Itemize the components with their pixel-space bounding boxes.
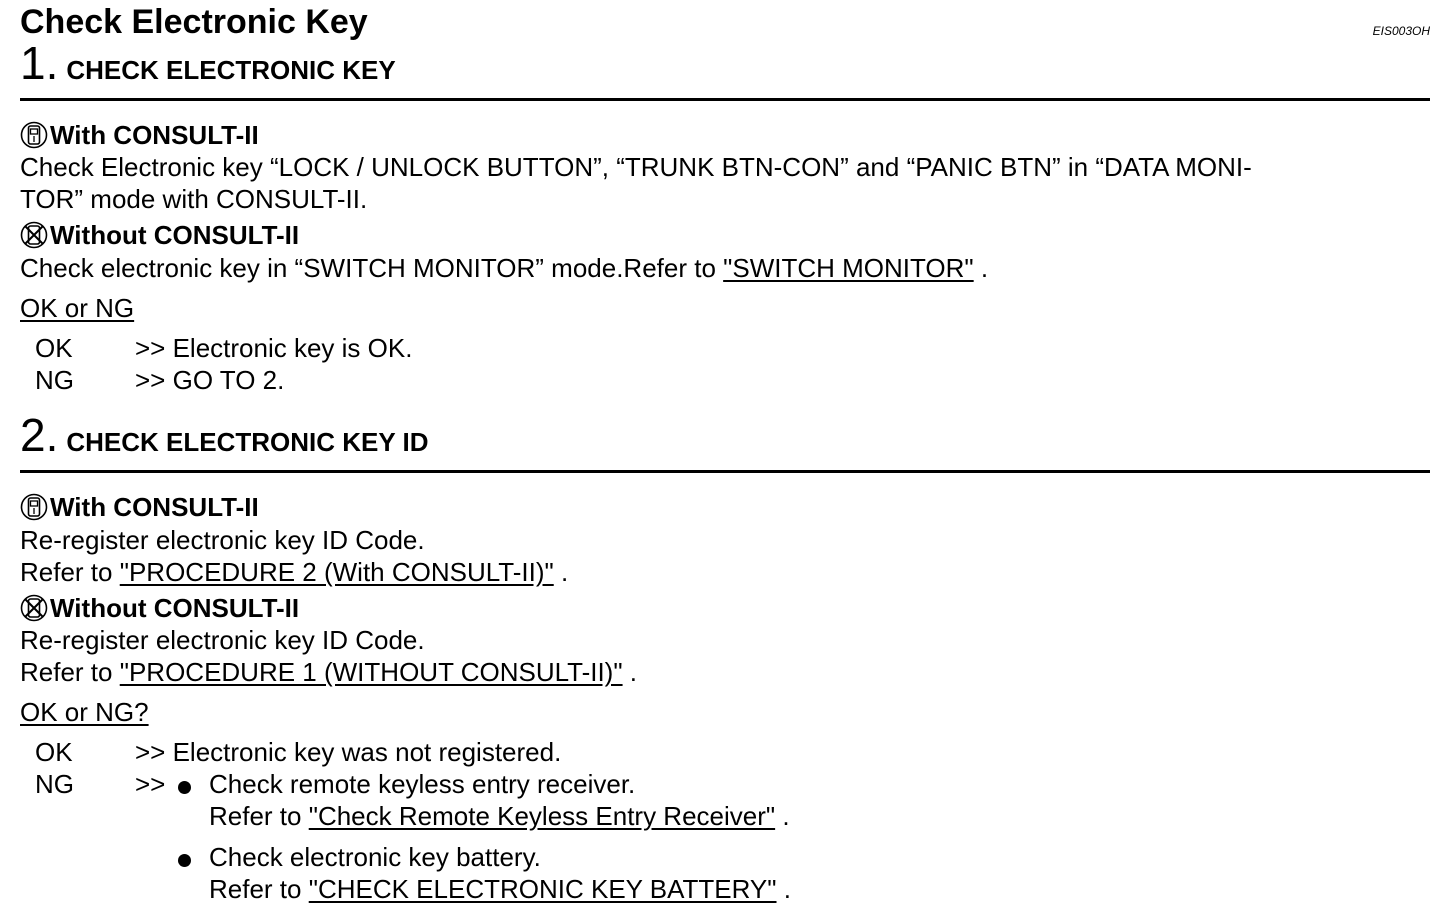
- step-1-with-consult-heading: [20, 119, 259, 151]
- step-1-without-label: Without CONSULT-II: [50, 220, 300, 250]
- procedure-2-link[interactable]: "PROCEDURE 2 (With CONSULT-II)": [119, 557, 554, 587]
- step-2-with-refer-suffix: .: [553, 557, 569, 587]
- bullet-1-refer-suffix: .: [775, 801, 790, 831]
- bullet-2-refer-prefix: Refer to: [209, 874, 309, 904]
- step-1-with-label: With CONSULT-II: [50, 120, 259, 150]
- step-2-divider: [20, 470, 1430, 473]
- step-1-ng-label: NG: [35, 365, 74, 395]
- consult-tool-icon: [20, 493, 48, 521]
- step-2-without-refer: [20, 656, 637, 688]
- bullet-2-refer-suffix: .: [776, 874, 791, 904]
- step-2-without-label: Without CONSULT-II: [50, 593, 300, 623]
- step-2-without-consult-heading: [20, 592, 299, 624]
- procedure-1-link[interactable]: "PROCEDURE 1 (WITHOUT CONSULT-II)": [119, 657, 623, 687]
- step-1-ng-result: >> GO TO 2.: [135, 365, 285, 395]
- step-1-ok-label: OK: [35, 333, 73, 363]
- step-1-without-prefix: Check electronic key in “SWITCH MONITOR” mode.Refer to: [20, 253, 724, 283]
- switch-monitor-link[interactable]: "SWITCH MONITOR": [723, 253, 974, 283]
- step-2-ok-result: >> Electronic key was not registered.: [135, 737, 562, 767]
- consult-tool-icon: [20, 121, 48, 149]
- step-2-ng-label: NG: [35, 769, 74, 799]
- step-2-title: CHECK ELECTRONIC KEY ID: [66, 427, 429, 457]
- step-2-heading: [20, 410, 428, 472]
- no-consult-icon: [20, 221, 48, 249]
- step-1-without-suffix: .: [973, 253, 989, 283]
- no-consult-icon: [20, 594, 48, 622]
- step-1-ok-result: >> Electronic key is OK.: [135, 333, 413, 363]
- step-1-number: 1.: [20, 37, 59, 89]
- step-2-without-refer-prefix: Refer to: [20, 657, 120, 687]
- bullet-1-refer-prefix: Refer to: [209, 801, 309, 831]
- step-2-ng-bullet-1: Check remote keyless entry receiver.: [209, 769, 636, 799]
- step-1-heading: [20, 38, 396, 100]
- step-1-without-consult-heading: [20, 219, 299, 251]
- step-2-ng-bullet-1-refer: [209, 800, 790, 832]
- check-remote-keyless-entry-receiver-link[interactable]: "Check Remote Keyless Entry Receiver": [308, 801, 776, 831]
- document-id: EIS003OH: [1372, 24, 1430, 38]
- step-2-question: OK or NG?: [20, 697, 149, 727]
- check-electronic-key-battery-link[interactable]: "CHECK ELECTRONIC KEY BATTERY": [308, 874, 777, 904]
- step-2-with-text: Re-register electronic key ID Code.: [20, 525, 425, 555]
- step-2-without-refer-suffix: .: [622, 657, 638, 687]
- step-2-ng-arrow: >>: [135, 769, 166, 799]
- step-2-with-refer-prefix: Refer to: [20, 557, 120, 587]
- step-1-question: OK or NG: [20, 293, 135, 323]
- step-2-with-consult-heading: [20, 491, 259, 523]
- page-title: Check Electronic Key: [20, 3, 368, 41]
- bullet-icon: [178, 781, 191, 794]
- step-1-with-text-line2: TOR” mode with CONSULT-II.: [20, 184, 368, 214]
- step-2-ng-bullet-2-refer: [209, 873, 791, 905]
- step-2-with-refer: [20, 556, 568, 588]
- step-1-divider: [20, 98, 1430, 101]
- step-2-number: 2.: [20, 409, 59, 461]
- step-2-ng-bullet-2: Check electronic key battery.: [209, 842, 541, 872]
- step-2-with-label: With CONSULT-II: [50, 492, 259, 522]
- step-2-ok-label: OK: [35, 737, 73, 767]
- bullet-icon: [178, 854, 191, 867]
- step-1-without-text: [20, 252, 988, 284]
- step-1-title: CHECK ELECTRONIC KEY: [66, 55, 396, 85]
- step-1-with-text-line1: Check Electronic key “LOCK / UNLOCK BUTTON”, “TRUNK BTN-CON” and “PANIC BTN” in “DATA MONI-: [20, 152, 1252, 182]
- step-2-without-text: Re-register electronic key ID Code.: [20, 625, 425, 655]
